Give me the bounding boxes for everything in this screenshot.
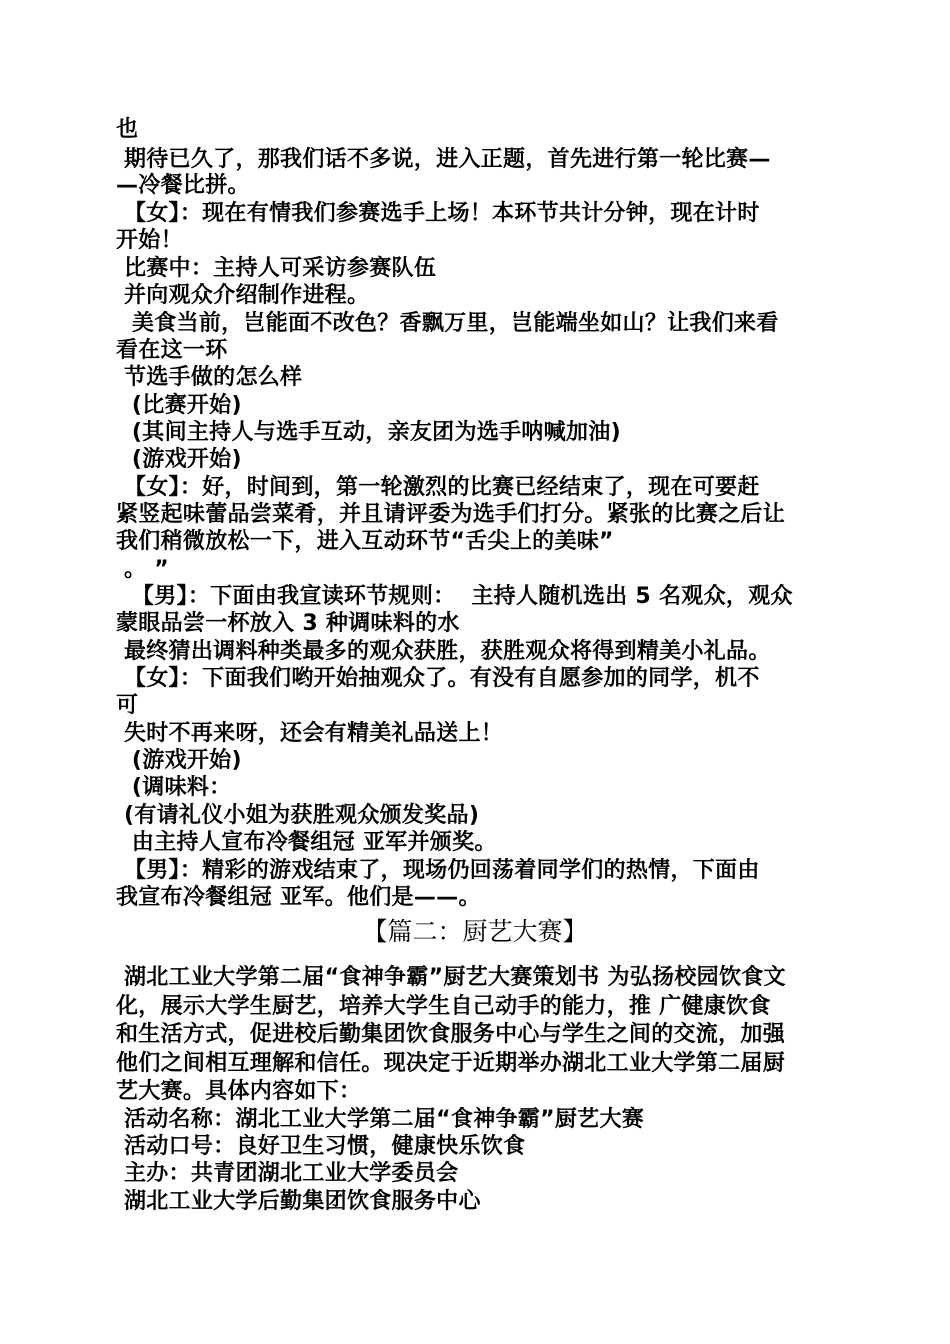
text-line: 看在这一环 (116, 338, 228, 363)
text-line: 【女】：下面我们哟开始抽观众了。有没有自愿参加的同学，机不 (116, 666, 760, 691)
text-line: 期待已久了，那我们话不多说，进入正题，首先进行第一轮比赛— (116, 147, 771, 172)
text-line: 可 (116, 693, 139, 718)
text-line: 紧竖起味蕾品尝菜肴，并且请评委为选手们打分。紧张的比赛之后让 (116, 502, 786, 527)
text-line: 【女】：现在有情我们参赛选手上场！本环节共计分钟，现在计时 (116, 201, 760, 226)
text-line: 化，展示大学生厨艺，培养大学生自己动手的能力，推 广健康饮食 (116, 994, 771, 1019)
text-line: 湖北工业大学第二届“食神争霸”厨艺大赛策划书 为弘扬校园饮食文 (116, 965, 786, 990)
text-line: 开始！ (116, 228, 183, 253)
text-line: 活动名称：湖北工业大学第二届“食神争霸”厨艺大赛 (116, 1107, 645, 1132)
text-line: 最终猜出调料种类最多的观众获胜，获胜观众将得到精美小礼品。 (116, 639, 771, 664)
text-line: 节选手做的怎么样 (116, 365, 303, 390)
text-line: 【女】：好，时间到，第一轮激烈的比赛已经结束了，现在可要赶 (116, 475, 760, 500)
text-line: 并向观众介绍制作进程。 (116, 283, 370, 308)
text-line: 蒙眼品尝一杯放入 3 种调味料的水 (116, 611, 460, 636)
section-heading: 【篇二：厨艺大赛】 (362, 917, 588, 946)
text-line: 主办：共青团湖北工业大学委员会 (116, 1161, 459, 1186)
text-line: 艺大赛。具体内容如下： (116, 1079, 362, 1104)
text-line: 失时不再来呀，还会有精美礼品送上！ (116, 721, 504, 746)
text-line: 美食当前，岂能面不改色？香飘万里，岂能端坐如山？让我们来看 (116, 311, 779, 336)
text-line: 和生活方式，促进校后勤集团饮食服务中心与学生之间的交流，加强 (116, 1022, 786, 1047)
text-line: (游戏开始) (116, 748, 242, 773)
text-line: (比赛开始) (116, 393, 242, 418)
text-line: (其间主持人与选手互动，亲友团为选手呐喊加油) (116, 420, 621, 445)
text-line: 我们稍微放松一下，进入互动环节“舌尖上的美味” (116, 529, 614, 554)
text-line: (有请礼仪小姐为获胜观众颁发奖品) (116, 803, 480, 828)
text-line: 。 ” (116, 557, 169, 582)
text-line: 也 (116, 117, 139, 142)
text-line: (调味料： (116, 775, 232, 800)
text-line: (游戏开始) (116, 447, 242, 472)
text-line: 活动口号：良好卫生习惯，健康快乐饮食 (116, 1134, 526, 1159)
text-line: —冷餐比拼。 (116, 173, 250, 198)
text-line: 我宣布冷餐组冠 亚军。他们是——。 (116, 885, 481, 910)
text-line: 比赛中：主持人可采访参赛队伍 (116, 256, 437, 281)
text-line: 湖北工业大学后勤集团饮食服务中心 (116, 1189, 481, 1214)
text-line: 由主持人宣布冷餐组冠 亚军并颁奖。 (116, 830, 497, 855)
text-line: 【男】：精彩的游戏结束了，现场仍回荡着同学们的热情，下面由 (116, 858, 760, 883)
text-line: 他们之间相互理解和信任。现决定于近期举办湖北工业大学第二届厨 (116, 1051, 786, 1076)
text-line: 【男】：下面由我宣读环节规则： 主持人随机选出 5 名观众，观众 (116, 584, 793, 609)
